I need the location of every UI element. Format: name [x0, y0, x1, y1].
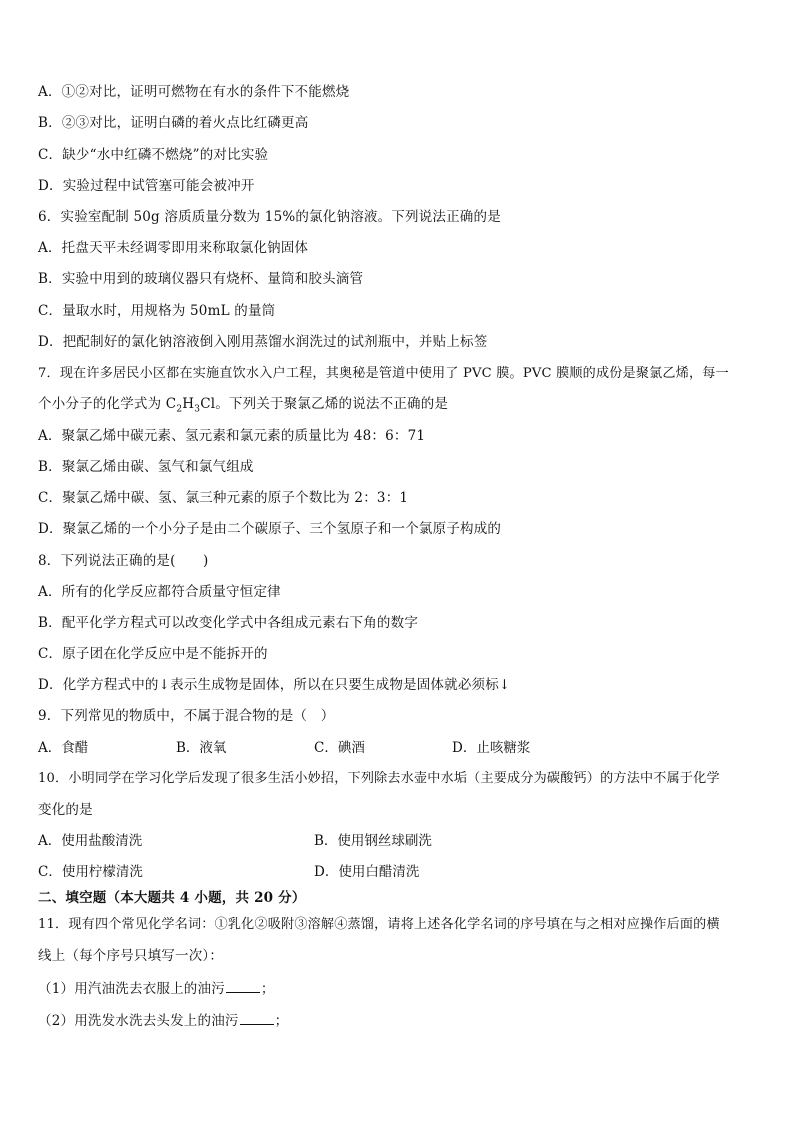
q11-stem-line2: 线上（每个序号只填写一次）：	[38, 948, 224, 964]
q7-stem-line1: 7．现在许多居民小区都在实施直饮水入户工程，其奥秘是管道中使用了 PVC 膜。PVC 膜顺的成份是聚氯乙烯，每一	[38, 366, 729, 381]
q7-option-d: D．聚氯乙烯的一个小分子是由二个碳原子、三个氢原子和一个氯原子构成的	[38, 521, 502, 537]
q11-item1-end: ；	[260, 981, 275, 997]
q11-item1-text: （1）用汽油洗去衣服上的油污	[38, 981, 225, 997]
q5-option-d: D．实验过程中试管塞可能会被冲开	[38, 178, 255, 194]
q6-option-d: D．把配制好的氯化钠溶液倒入刚用蒸馏水润洗过的试剂瓶中，并贴上标签	[38, 334, 488, 350]
q8-option-d: D．化学方程式中的↓表示生成物是固体，所以在只要生成物是固体就必须标↓	[38, 677, 511, 693]
q11-item2-end: ；	[274, 1013, 289, 1029]
q11-item2	[38, 1010, 288, 1031]
q11-item2-blank[interactable]	[240, 1010, 274, 1025]
q10-option-c: C．使用柠檬清洗	[38, 864, 143, 880]
q5-option-a: A．①②对比，证明可燃物在有水的条件下不能燃烧	[38, 84, 350, 100]
q7-stem-text-a: 个小分子的化学式为 C	[38, 396, 177, 412]
q10-option-a: A．使用盐酸清洗	[38, 833, 143, 849]
q7-stem-h: H	[182, 396, 195, 412]
q7-subscript-2: 2	[176, 404, 183, 415]
q10-option-b: B．使用钢丝球刷洗	[314, 833, 432, 849]
q7-option-c: C．聚氯乙烯中碳、氢、氯三种元素的原子个数比为 2：3：1	[38, 490, 409, 506]
q6-stem: 6．实验室配制 50g 溶质质量分数为 15%的氯化钠溶液。下列说法正确的是	[38, 209, 501, 225]
q11-item2-text: （2）用洗发水洗去头发上的油污	[38, 1013, 239, 1029]
q11-item1-blank[interactable]	[226, 978, 260, 993]
q7-stem-text-b: Cl。下列关于聚氯乙烯的说法不正确的是	[200, 396, 449, 412]
q8-option-c: C．原子团在化学反应中是不能拆开的	[38, 646, 268, 662]
q8-option-a: A．所有的化学反应都符合质量守恒定律	[38, 584, 281, 600]
q10-stem-line2: 变化的是	[38, 802, 93, 818]
q11-stem-line1: 11．现有四个常见化学名词：①乳化②吸附③溶解④蒸馏，请将上述各化学名词的序号填在与之相对应操作后面的横	[38, 917, 720, 932]
q10-stem-line1: 10．小明同学在学习化学后发现了很多生活小妙招，下列除去水壶中水垢（主要成分为碳酸钙）的方法中不属于化学	[38, 771, 720, 786]
q6-option-a: A．托盘天平未经调零即用来称取氯化钠固体	[38, 240, 309, 256]
q6-option-b: B．实验中用到的玻璃仪器只有烧杯、量筒和胶头滴管	[38, 271, 364, 287]
q7-option-b: B．聚氯乙烯由碳、氢气和氯气组成	[38, 459, 254, 475]
q9-option-a: A．食醋	[38, 740, 89, 756]
q7-subscript-3: 3	[194, 404, 201, 415]
q9-option-d: D．止咳糖浆	[452, 740, 531, 756]
q9-option-c: C．碘酒	[314, 740, 365, 756]
q7-option-a: A．聚氯乙烯中碳元素、氢元素和氯元素的质量比为 48：6：71	[38, 428, 426, 444]
q9-stem: 9．下列常见的物质中，不属于混合物的是（ ）	[38, 708, 335, 724]
q5-option-b: B．②③对比，证明白磷的着火点比红磷更高	[38, 115, 309, 131]
q5-option-c: C．缺少“水中红磷不燃烧”的对比实验	[38, 147, 269, 163]
q8-stem: 8．下列说法正确的是( )	[38, 553, 209, 569]
q6-option-c: C．量取水时，用规格为 50mL 的量筒	[38, 303, 276, 319]
q9-option-b: B．液氧	[176, 740, 227, 756]
q7-stem-line2	[38, 394, 448, 420]
q8-option-b: B．配平化学方程式可以改变化学式中各组成元素右下角的数字	[38, 615, 419, 631]
q10-option-d: D．使用白醋清洗	[314, 864, 420, 880]
section-heading: 二、填空题（本大题共 4 小题，共 20 分）	[38, 890, 306, 906]
q11-item1	[38, 978, 275, 999]
